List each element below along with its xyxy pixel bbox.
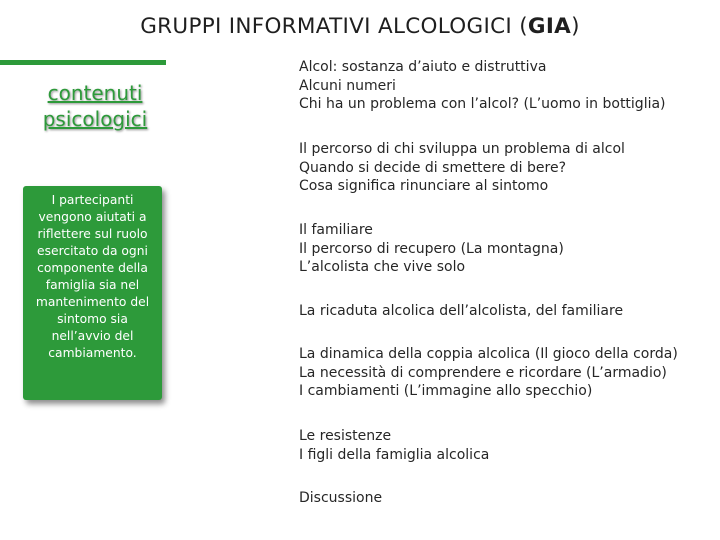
meeting-topic: Le resistenze xyxy=(299,428,392,444)
meeting-topic: Il familiare xyxy=(299,222,373,238)
meeting-topic: Quando si decide di smettere di bere? xyxy=(299,159,567,176)
meeting-topic: L’alcolista che vive solo xyxy=(299,259,466,275)
meeting-topic: La necessità di comprendere e ricordare (L’armadio) xyxy=(299,364,667,381)
meeting-topic: Il percorso di recupero (La montagna) xyxy=(299,240,564,257)
meeting-topic: I cambiamenti (L’immagine allo specchio) xyxy=(299,383,593,399)
meeting-topic: Cosa significa rinunciare al sintomo xyxy=(299,178,549,194)
meeting-topic: Discussione xyxy=(299,490,383,506)
section-heading: contenuti psicologici xyxy=(42,81,148,131)
meeting-topic: Chi ha un problema con l’alcol? (L’uomo in bottiglia) xyxy=(299,96,666,112)
meeting-topic: La ricaduta alcolica dell’alcolista, del familiare xyxy=(299,303,624,319)
meeting-topic: Alcol: sostanza d’aiuto e distruttiva xyxy=(299,59,547,75)
meeting-topic: I figli della famiglia alcolica xyxy=(299,446,490,463)
meeting-topic: Alcuni numeri xyxy=(299,77,396,94)
description-text: I partecipanti vengono aiutati a riflettere sul ruolo esercitato da ogni componente della famiglia sia nel mantenimento del sintomo sia nell’avvio del cambiamento. xyxy=(35,193,150,360)
description-box xyxy=(23,186,162,400)
meeting-topic: Il percorso di chi sviluppa un problema di alcol xyxy=(299,141,625,157)
meeting-topic: La dinamica della coppia alcolica (Il gioco della corda) xyxy=(299,346,678,362)
page-title: GRUPPI INFORMATIVI ALCOLOGICI (GIA) xyxy=(140,14,580,39)
accent-divider xyxy=(0,60,166,65)
